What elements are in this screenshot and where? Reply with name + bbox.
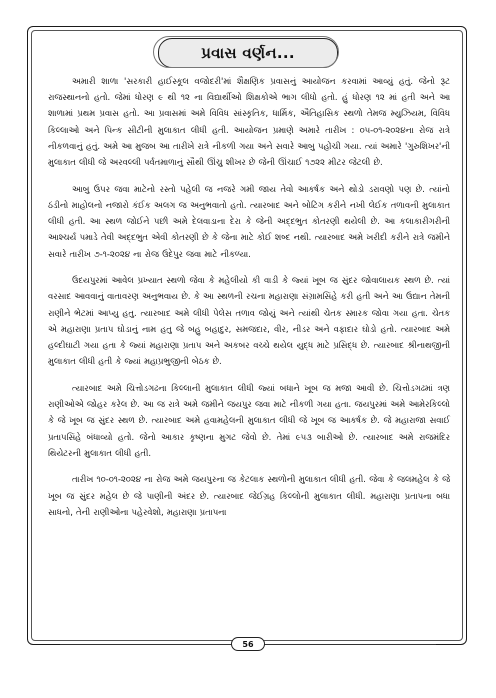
paragraph-2: આબુ ઉપર જવા માટેનો રસ્તો પહેલી જ નજરે ગમી જાય તેવો આકર્ષક અને થોડો ડરાવણો પણ છે. ત્યાંનો ઠંડીનો માહોલનો નજારો કંઈક અલગ જ અનુભવાતો હતો. ત્યારબાદ અને બોટિંગ કરીને નખી લેઈક તળાવની મુલાકાત લીધી હતી. આ સ્થળ જોઈને પછી અમે દેલવાડાના દેરા કે જેની અદ્દભુત કોતરણી થયેલી છે. આ કલાકારીગરીની આશ્ચર્ય પમાડે તેવી અદ્દભુત એવી કોતરણી છે કે જેના માટે કોઈ શબ્દ નથી. ત્યારબાદ અમે ખરીદી કરીને રાત્રે જમીને સવારે તારીખ ૭-૧-૨૦૨૪ ના રોજ ઉદેપુર જવા માટે નીકળ્યા. [48,183,450,259]
paragraph-1: અમારી શાળા 'સરકારી હાઈસ્કૂલ વજોદરી'માં શૈક્ષણિક પ્રવાસનું આયોજન કરવામાં આવ્યું હતું. જેનો રૂટ રાજસ્થાનનો હતો. જેમાં ધોરણ ૯ થી ૧૨ ના વિદ્યાર્થીઓ શિક્ષકોએ ભાગ લીધો હતો. હું ધોરણ ૧૨ માં હતી અને આ શાળામાં પ્રથમ પ્રવાસ હતો. આ પ્રવાસમાં અમે વિવિધ સાંસ્કૃતિક, ધાર્મિક, ઐતિહાસિક સ્થળો તેમજ મ્યુઝિયમ, વિવિધ કિલ્લાઓ અને પિન્ક સીટીની મુલાકાત લીધી હતી. આયોજન પ્રમાણે અમારે તારીખ : ૦૫-૦૧-૨૦૨૪ના રોજ રાત્રે નીકળવાનું હતું. અમે આ મુજબ આ તારીખે રાત્રે નીકળી ગયા અને સવારે આબુ પહોંચી ગયા. ત્યાં અમારે 'ગુરુશિખર'ની મુલાકાત લીધી જે અરવલ્લી પર્વતમાળાનું સૌથી ઊંચુ શીખર છે જેની ઊંચાઈ ૧૭૨૨ મીટર જેટલી છે. [48,76,450,168]
page-number: 56 [231,637,265,651]
page-title: પ્રવાસ વર્ણન... [201,44,295,62]
footer-rule-right [265,644,436,645]
title-banner [158,38,338,68]
paragraph-3: ઉદયપુરમાં આવેલ પ્રખ્યાત સ્થળો જેવા કે મહેલીયો કી વાડી કે જ્યાં ખૂબ જ સુંદર જોવાલાયક સ્થળ છે. ત્યાં વરસાદ આવવાનું વાતાવરણ અનુભવાય છે. કે આ સ્થળની રચના મહારાણા સંગ્રામસિંહે કરી હતી અને આ ઉદ્યાન તેમની રાણીને ભેટમાં આપ્યુ હતુ. ત્યારબાદ અમે લીધી પેલેસ તળાવ જોયું અને ત્યાંથી ચેતક સ્મારક જોવા ગયા હતા. ચેતક એ મહારાણા પ્રતાપ ઘોડાનું નામ હતુ જે બહુ બહાદુર, સમજદાર, વીર, નીડર અને વફાદાર ઘોડો હતો. ત્યારબાદ અમે હલ્દીઘાટી ગયા હતા કે જ્યાં મહારાણા પ્રતાપ અને અકબર વચ્ચે થયેલ યુદ્ધ માટે પ્રસિદ્ધ છે. ત્યારબાદ શ્રીનાથજીની મુલાકાત લીધી હતી કે જ્યાં મહાપ્રભુજીની બેઠક છે. [48,275,450,367]
paragraph-5: તારીખ ૧૦-૦૧-૨૦૨૪ ના રોજ અમે જયપુરના જ કેટલાક સ્થળોની મુલાકાત લીધી હતી. જેવા કે જલમહેલ કે જે ખૂબ જ સુંદર મહેલ છે જે પાણીની અંદર છે. ત્યારબાદ જેઈગ્રહ કિલ્લોની મુલાકાત લીધી. મહારાણા પ્રતાપના બધા સાધનો, તેની રાણીઓના પહેરવેશો, મહારાણા પ્રતાપના [48,474,450,517]
paragraph-4: ત્યારબાદ અમે ચિત્તોડગઢના કિલ્લાની મુલાકાત લીધી જ્યાં બધાને ખૂબ જ મજા આવી છે. ચિત્તોડગઢમાં ત્રણ રાણીઓએ જોહર કરેલ છે. આ જ રાત્રે અમે જમીને જયપુર જવા માટે નીકળી ગયા હતા. જયપુરમાં અમે આમેરકિલ્લો કે જે ખૂબ જ સુંદર સ્થળ છે. ત્યારબાદ અમે હવામહેલની મુલાકાત લીધી જે ખૂબ જ આકર્ષક છે. જે મહારાજા સવાઈ પ્રતાપસિંહે બંધાવ્યો હતો. જેનો આકાર કૃષ્ણના મુગટ જેવો છે. તેમાં ૯૫૩ બારીઓ છે. ત્યારબાદ અમે રાજમંદિર થિયેટરની મુલાકાત લીધી હતી. [48,382,450,458]
article-body [48,73,450,531]
footer-rule-left [60,644,231,645]
